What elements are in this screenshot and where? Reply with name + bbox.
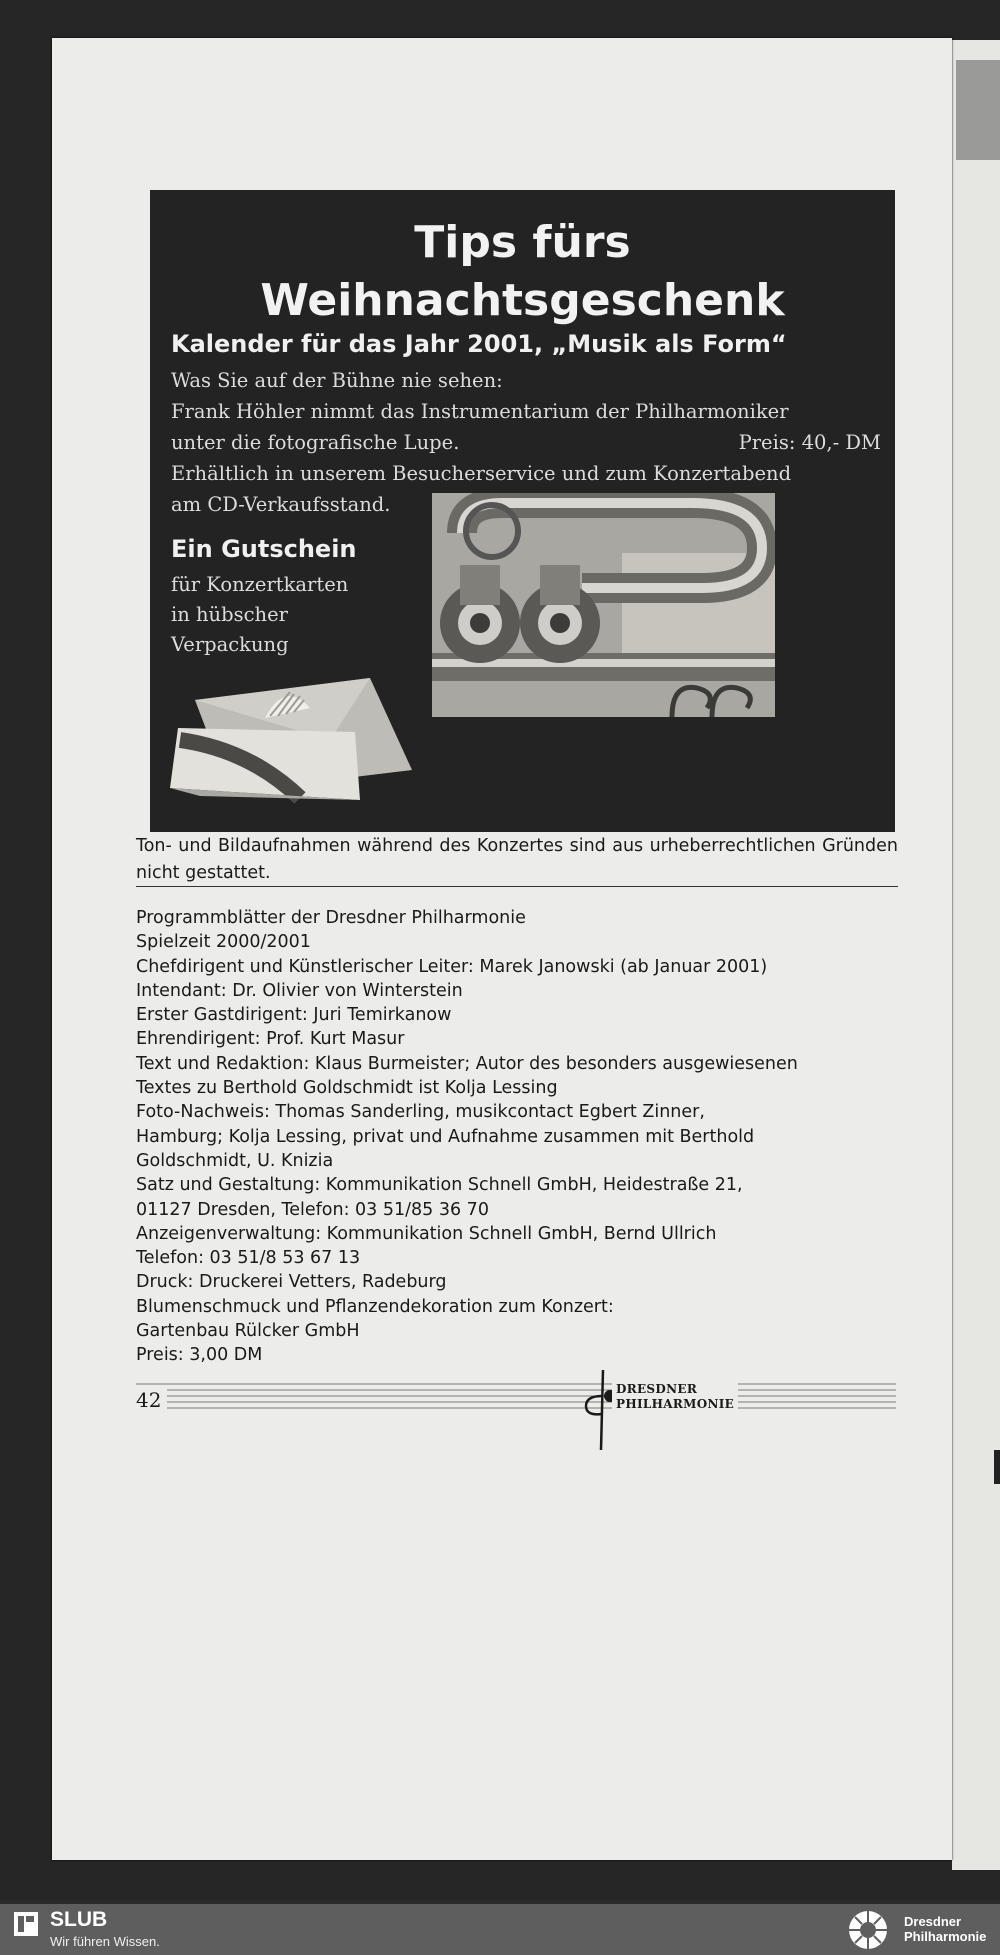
credit-line: Chefdirigent und Künstlerischer Leiter: Marek Janowski (ab Januar 2001) (136, 956, 768, 977)
credit-line: Blumenschmuck und Pflanzendekoration zum Konzert: (136, 1296, 614, 1317)
voucher-heading: Ein Gutschein (171, 535, 357, 563)
credit-line: Anzeigenverwaltung: Kommunikation Schnell GmbH, Bernd Ullrich (136, 1223, 717, 1244)
credit-line: Textes zu Berthold Goldschmidt ist Kolja Lessing (136, 1078, 558, 1099)
partner-line-1: Dresdner (904, 1914, 962, 1929)
slub-logo-icon[interactable] (12, 1910, 40, 1938)
logo-wordmark (612, 1382, 738, 1412)
library-tagline: Wir führen Wissen. (50, 1934, 160, 1949)
calendar-line: Frank Höhler nimmt das Instrumentarium der Philharmoniker (171, 400, 789, 423)
adjacent-page-tab (956, 60, 1000, 160)
gift-tips-advertisement (150, 190, 895, 832)
adjacent-page-mark (994, 1450, 1000, 1484)
credit-line: Satz und Gestaltung: Kommunikation Schnell GmbH, Heidestraße 21, (136, 1175, 743, 1196)
calendar-line-with-price (171, 427, 881, 458)
partner-name[interactable] (904, 1914, 986, 1944)
voucher-line: für Konzertkarten (171, 573, 349, 596)
imprint-credits (136, 906, 906, 1368)
credit-line: Foto-Nachweis: Thomas Sanderling, musikcontact Egbert Zinner, (136, 1102, 705, 1123)
calendar-line: am CD-Verkaufsstand. (171, 493, 391, 516)
credit-line: Spielzeit 2000/2001 (136, 932, 311, 953)
credit-line: Erster Gastdirigent: Juri Temirkanow (136, 1005, 452, 1026)
credit-line: Hamburg; Kolja Lessing, privat und Aufnahme zusammen mit Berthold (136, 1126, 755, 1147)
credit-line: 01127 Dresden, Telefon: 03 51/85 36 70 (136, 1199, 489, 1220)
voucher-line: Verpackung (171, 633, 289, 656)
credit-line: Telefon: 03 51/8 53 67 13 (136, 1248, 361, 1269)
gift-voucher-envelopes-image (170, 670, 420, 810)
logo-line-2: PHILHARMONIE (616, 1397, 735, 1411)
voucher-line: in hübscher (171, 603, 288, 626)
brass-instrument-photo (432, 493, 775, 717)
partner-line-2: Philharmonie (904, 1929, 987, 1944)
document-page (52, 38, 952, 1860)
divider-line (136, 886, 898, 887)
calendar-line: unter die fotografische Lupe. (171, 431, 460, 454)
credit-line: Druck: Druckerei Vetters, Radeburg (136, 1272, 447, 1293)
title-line-2: Weihnachtsgeschenk (260, 275, 785, 326)
credit-line: Gartenbau Rülcker GmbH (136, 1321, 360, 1342)
credit-line: Text und Redaktion: Klaus Burmeister; Autor des besonders ausgewiesenen (136, 1053, 798, 1074)
advertisement-title (150, 214, 895, 330)
recording-notice: Ton- und Bildaufnahmen während des Konzertes sind aus urheberrechtlichen Gründen nicht gestattet. (136, 836, 898, 883)
logo-line-1: DRESDNER (616, 1382, 698, 1396)
philharmonie-emblem-icon[interactable] (842, 1908, 894, 1952)
credit-line: Programmblätter der Dresdner Philharmonie (136, 908, 526, 928)
title-line-1: Tips fürs (414, 217, 631, 268)
credit-line: Intendant: Dr. Olivier von Winterstein (136, 980, 463, 1001)
footer-staff-lines (136, 1380, 896, 1410)
library-name[interactable]: SLUB (50, 1908, 108, 1931)
page-number: 42 (136, 1388, 167, 1412)
calendar-heading: Kalender für das Jahr 2001, „Musik als Form“ (171, 330, 787, 358)
credit-line: Ehrendirigent: Prof. Kurt Masur (136, 1029, 405, 1050)
calendar-line: Was Sie auf der Bühne nie sehen: (171, 369, 503, 392)
calendar-price: Preis: 40,- DM (738, 431, 881, 454)
credit-line: Preis: 3,00 DM (136, 1345, 263, 1366)
voucher-description (171, 570, 348, 660)
adjacent-page-edge (952, 40, 1000, 1870)
credit-line: Goldschmidt, U. Knizia (136, 1150, 334, 1171)
calendar-line: Erhältlich in unserem Besucherservice und zum Konzertabend (171, 462, 792, 485)
